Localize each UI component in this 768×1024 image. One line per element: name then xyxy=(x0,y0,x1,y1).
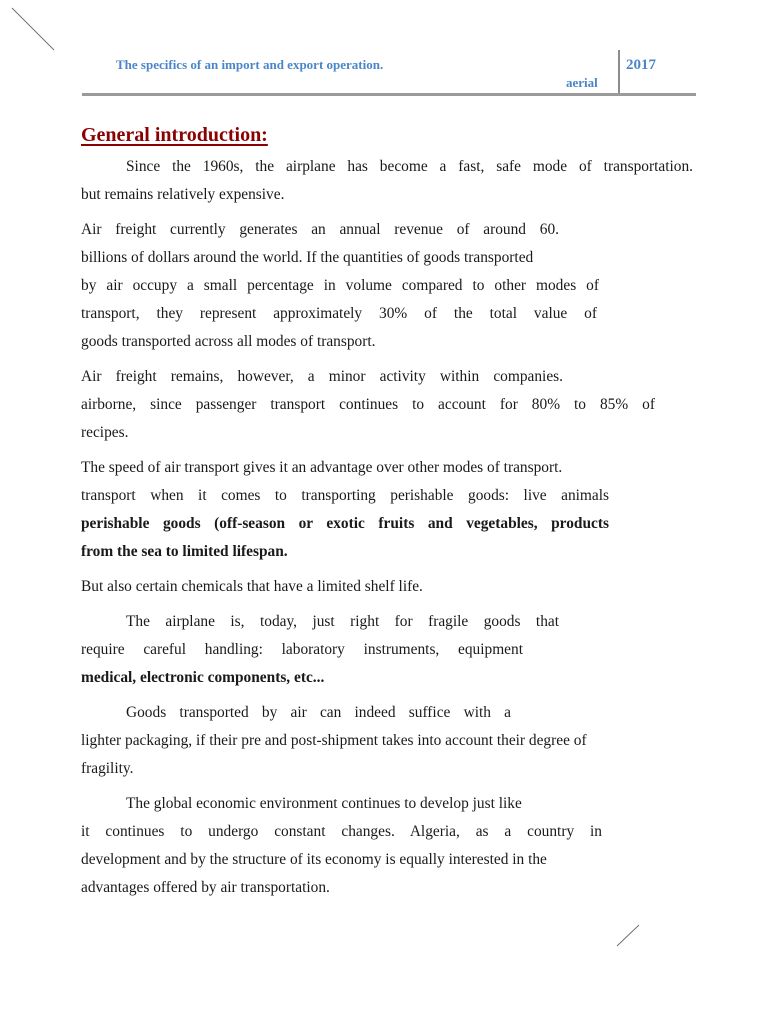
paragraph-line: The airplane is, today, just right for fragile goods that xyxy=(126,613,559,630)
paragraph-line: lighter packaging, if their pre and post-shipment takes into account their degree of xyxy=(81,732,587,749)
paragraph-line: billions of dollars around the world. If the quantities of goods transported xyxy=(81,249,534,266)
paragraph-line: recipes. xyxy=(81,424,129,441)
paragraph-line: from the sea to limited lifespan. xyxy=(81,543,288,560)
corner-crop-mark-top-left xyxy=(0,0,60,56)
paragraph-line: fragility. xyxy=(81,760,134,777)
paragraph-line: The global economic environment continues to develop just like xyxy=(126,795,522,812)
paragraph-line: Air freight currently generates an annual revenue of around 60. xyxy=(81,221,559,238)
header-title: The specifics of an import and export operation. xyxy=(116,57,384,72)
header-divider xyxy=(618,50,620,94)
paragraph-line: perishable goods (off-season or exotic fruits and vegetables, products xyxy=(81,515,609,532)
paragraph-line: by air occupy a small percentage in volume compared to other modes of xyxy=(81,277,599,294)
paragraph-line: development and by the structure of its economy is equally interested in the xyxy=(81,851,547,868)
paragraph xyxy=(81,608,693,692)
paragraph-line: The speed of air transport gives it an advantage over other modes of transport. xyxy=(81,459,563,476)
paragraph-line: advantages offered by air transportation. xyxy=(81,879,330,896)
paragraph xyxy=(81,216,693,356)
paragraph xyxy=(81,363,693,447)
paragraph-line: airborne, since passenger transport continues to account for 80% to 85% of xyxy=(81,396,655,413)
paragraph-line: goods transported across all modes of transport. xyxy=(81,333,376,350)
paragraph-line: transport when it comes to transporting perishable goods: live animals xyxy=(81,487,609,504)
paragraph-line: require careful handling: laboratory instruments, equipment xyxy=(81,641,523,658)
paragraph-line: transport, they represent approximately 30% of the total value of xyxy=(81,305,597,322)
corner-crop-mark-bottom-right xyxy=(612,922,642,952)
paragraph-line: it continues to undergo constant changes. Algeria, as a country in xyxy=(81,823,602,840)
paragraphs xyxy=(81,153,693,902)
header-rule xyxy=(82,93,696,96)
document-body xyxy=(81,124,693,909)
paragraph xyxy=(81,454,693,566)
paragraph xyxy=(81,790,693,902)
paragraph xyxy=(81,153,693,209)
paragraph xyxy=(81,573,693,601)
header-subtitle: aerial xyxy=(566,75,598,90)
paragraph xyxy=(81,699,693,783)
paragraph-line: but remains relatively expensive. xyxy=(81,186,285,203)
paragraph-line: Goods transported by air can indeed suffice with a xyxy=(126,704,511,721)
paragraph-line: Since the 1960s, the airplane has become a fast, safe mode of transportation. xyxy=(126,158,693,175)
paragraph-line: But also certain chemicals that have a limited shelf life. xyxy=(81,578,423,595)
paragraph-line: medical, electronic components, etc... xyxy=(81,669,325,686)
paragraph-line: Air freight remains, however, a minor activity within companies. xyxy=(81,368,563,385)
header-year: 2017 xyxy=(626,57,656,73)
section-heading: General introduction: xyxy=(81,124,268,146)
